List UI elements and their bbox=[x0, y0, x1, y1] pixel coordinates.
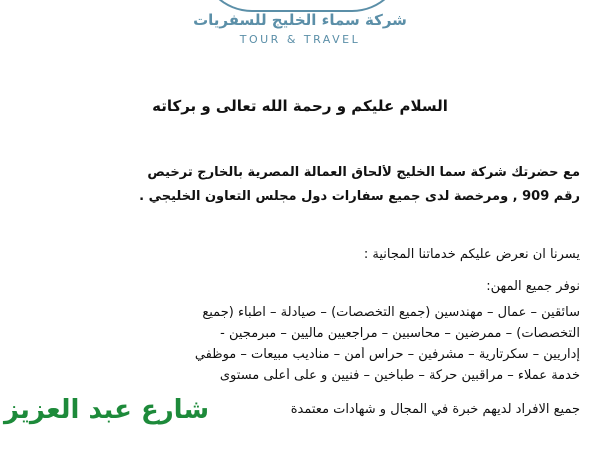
professions-line-2: التخصصات) – ممرضين – محاسبين – مراجعيين ماليين – مبرمجين - bbox=[220, 326, 580, 341]
company-tagline: TOUR & TRAVEL bbox=[239, 33, 361, 46]
intro-line-2: رقم 909 , ومرخصة لدى جميع سفارات دول مجلس التعاون الخليجي . bbox=[139, 189, 580, 204]
company-name-arabic: شركة سماء الخليج للسفريات bbox=[193, 11, 407, 29]
professions-line-1: سائقين – عمال – مهندسين (جميع التخصصات) – صيادلة – اطباء (جميع bbox=[202, 305, 580, 320]
professions-line-3: إداريين – سكرتارية – مشرفين – حراس أمن – مناديب مبيعات – موظفي bbox=[194, 347, 580, 362]
intro-line-1: مع حضرتك شركة سما الخليج لألحاق العمالة المصرية بالخارج ترخيص bbox=[147, 165, 580, 180]
services-intro: يسرنا ان نعرض عليكم خدماتنا المجانية : bbox=[363, 247, 580, 262]
professions-title: نوفر جميع المهن: bbox=[486, 279, 580, 294]
closing-line: جميع الافراد لديهم خبرة في المجال و شهادات معتمدة bbox=[290, 402, 580, 417]
watermark-text: شارع عبد العزيز bbox=[4, 395, 210, 425]
professions-line-4: خدمة عملاء – مراقبين حركة – طباخين – فنيين و على أعلى مستوى bbox=[219, 368, 580, 383]
greeting-heading: السلام عليكم و رحمة الله تعالى و بركاته bbox=[152, 97, 448, 115]
